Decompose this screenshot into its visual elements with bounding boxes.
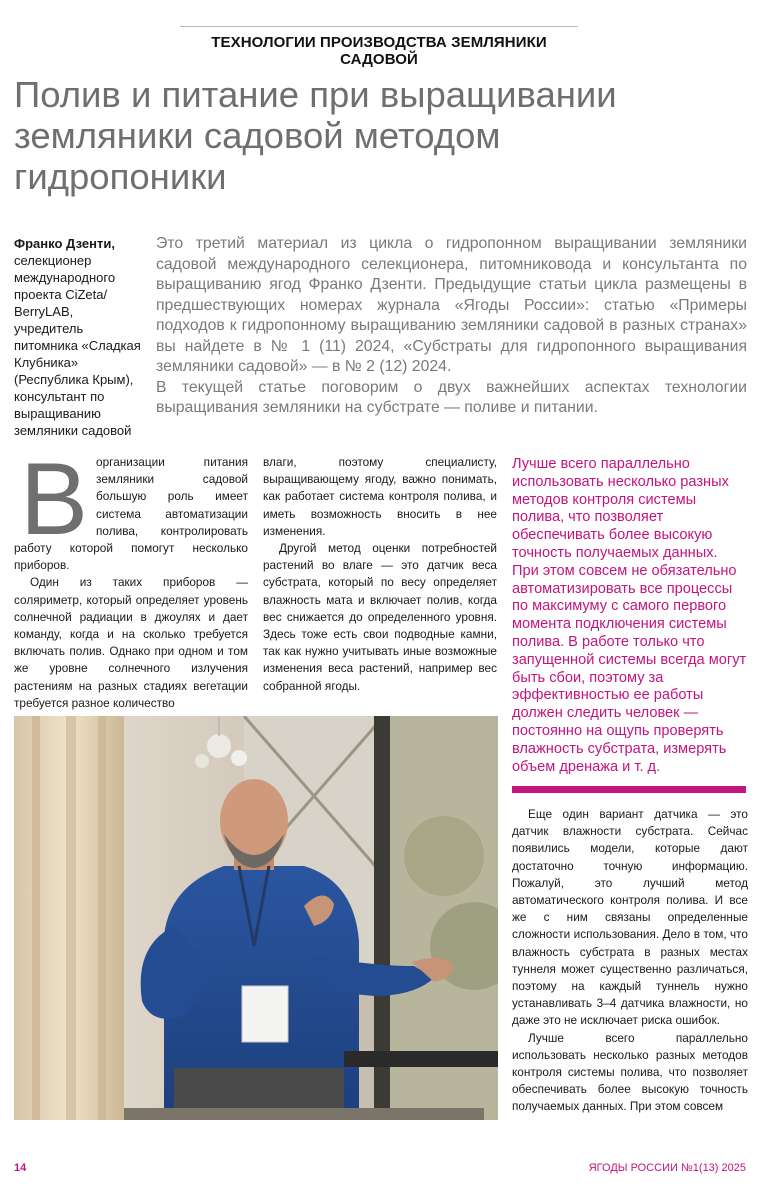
body-paragraph-3: влаги, поэтому специалисту, выращивающему ягоду, важно понимать, как работает система контроля полива, и иметь возможность вносить в нее изменения. [263, 455, 497, 538]
body-paragraph-2: Один из таких приборов — соляриметр, который определяет уровень солнечной радиации в джоулях и дает команду, когда и на сколько требуется включать полив. Однако при одном и том же уровне солнечного излучения растениям на разных стадиях вегетации требуется разное количество [14, 575, 248, 710]
body-column-2 [263, 454, 497, 695]
lead-paragraph [156, 234, 747, 419]
headline-line-3: гидропоники [14, 156, 227, 197]
body-paragraph-1 [14, 442, 248, 574]
page-number: 14 [14, 1162, 27, 1174]
author-name: Франко Дзенти, [14, 236, 115, 251]
author-block [14, 235, 144, 439]
headline-line-2: земляники садовой методом [14, 115, 501, 156]
pull-quote-bar [512, 786, 746, 793]
body-paragraph-5: Еще один вариант датчика — это датчик влажности субстрата. Сейчас появились модели, которые дают достаточно точную информацию. Пожалуй, это лучший метод автоматического контроля полива. И все же с ним связаны определенные сложности использования. Дело в том, что влажность субстрата в разных местах туннеля может существенно различаться, поэтому на каждый туннель нужно устанавливать 3–4 датчика влажности, но даже это не исключает риска ошибок. [512, 807, 748, 1028]
body-paragraph-1-text: организации питания земляники садовой большую роль имеет система автоматизации полива, контролировать работу которой помогут несколько приборов. [14, 455, 248, 573]
author-bio: селекционер международного проекта CiZeta/ BerryLAB, учредитель питомника «Сладкая Клубника» (Республика Крым), консультант по выращиванию земляники садовой [14, 253, 141, 438]
body-paragraph-4: Другой метод оценки потребностей растений во влаге — это датчик веса субстрата, который по весу определяет влажность мата и включает полив, когда вес снижается до определенного уровня. Здесь тоже есть свои подводные камни, так как нужно учитывать иные возможные изменения веса растений, например вес собранной ягоды. [263, 541, 497, 693]
body-column-1 [14, 442, 248, 712]
journal-issue: ЯГОДЫ РОССИИ №1(13) 2025 [588, 1162, 746, 1174]
pull-quote: Лучше всего параллельно использовать несколько разных методов контроля системы полива, что позволяет обеспечивать более высокую точность получаемых данных. При этом совсем не обязательно автоматизировать все процессы по максимуму с самого первого момента подключения системы полива. В работе только что запущенной системы всегда могут быть сбои, поэтому за эффективностью ее работы должен следить человек — постоянно на ощупь проверять влажность субстрата, измерять объем дренажа и т. д. [512, 456, 747, 775]
section-rule [180, 26, 578, 27]
article-headline [14, 74, 714, 197]
lead-text-2: В текущей статье поговорим о двух важнейших аспектах технологии выращивания земляники на субстрате — поливе и питании. [156, 378, 747, 416]
speaker-photo [14, 716, 498, 1120]
section-title: ТЕХНОЛОГИИ ПРОИЗВОДСТВА ЗЕМЛЯНИКИ САДОВОЙ [211, 34, 547, 68]
lead-text-1: Это третий материал из цикла о гидропонном выращивании земляники садовой международного селекционера, питомниковода и консультанта по выращиванию ягод Франко Дзенти. Предыдущие статьи цикла размещены в предшествующих номерах журнала «Ягоды России»: статью «Примеры подходов к гидропонному выращиванию земляники садовой в разных странах» вы найдете в № 1 (11) 2024, «Субстраты для гидропонного выращивания земляники садовой» — в № 2 (12) 2024. [156, 235, 747, 375]
body-column-3 [512, 806, 748, 1116]
headline-line-1: Полив и питание при выращивании [14, 74, 617, 115]
drop-cap: В [20, 442, 89, 556]
body-paragraph-6: Лучше всего параллельно использовать несколько разных методов контроля системы полива, что позволяет обеспечивать более высокую точность получаемых данных. При этом совсем [512, 1030, 748, 1114]
